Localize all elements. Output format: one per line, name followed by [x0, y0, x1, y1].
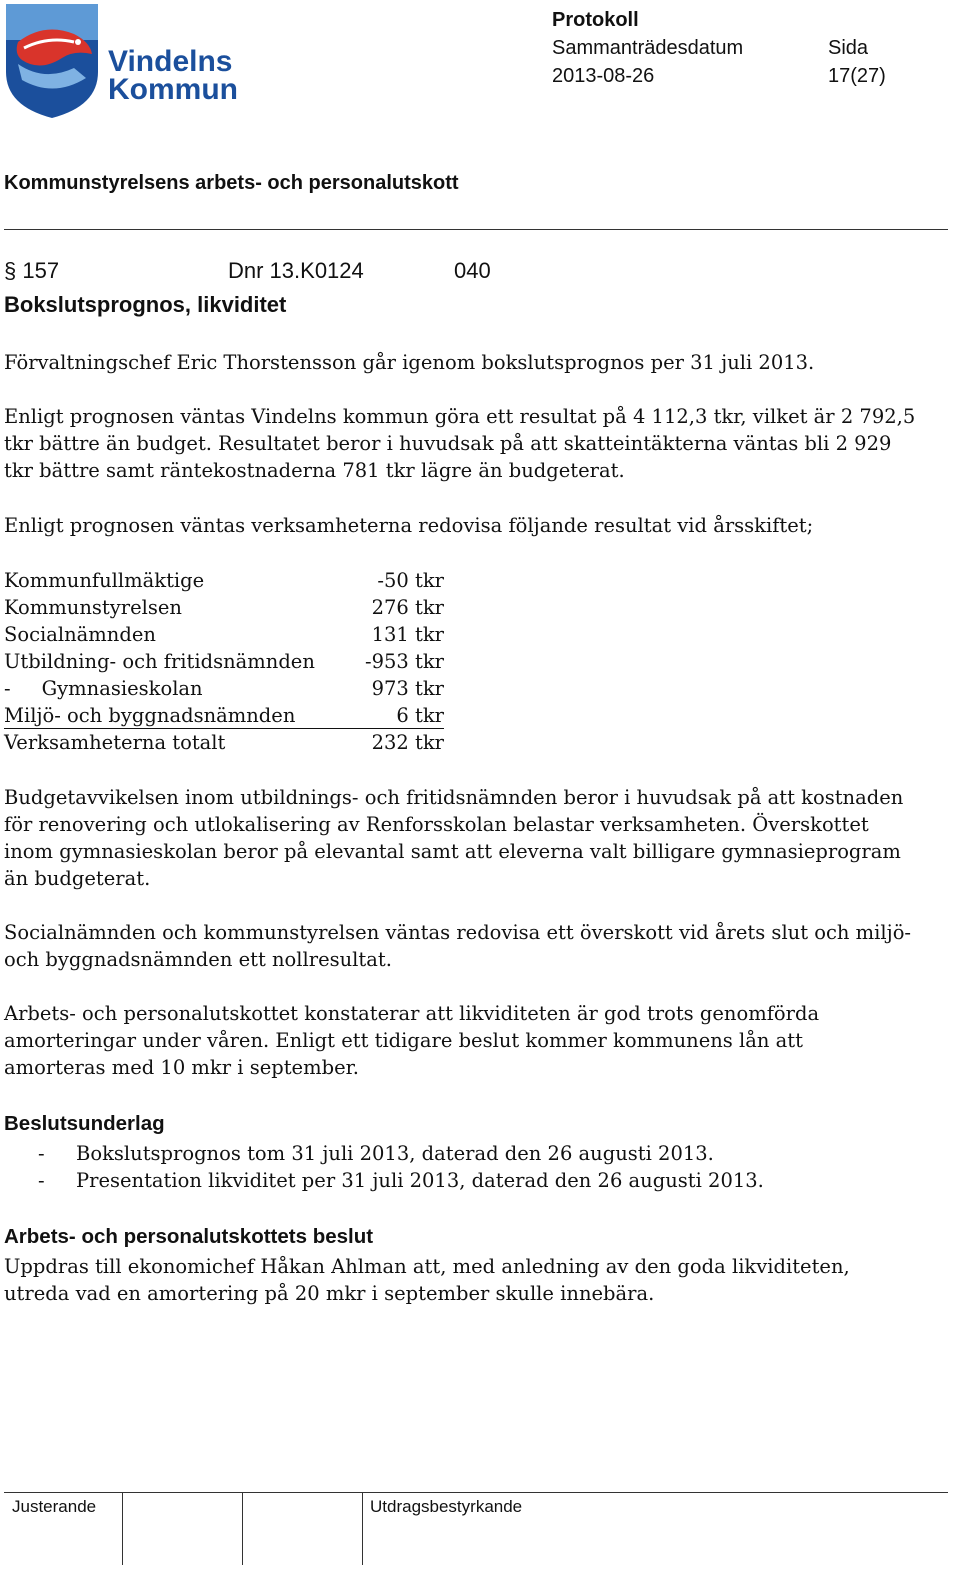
coat-of-arms-icon [4, 2, 104, 120]
body-paragraph-5: Socialnämnden och kommunstyrelsen väntas redovisa ett överskott vid årets slut och miljö- och byggnadsnämnden ett nollresultat. [4, 921, 912, 971]
footer-divider [242, 1493, 243, 1565]
body-paragraph-3: Enligt prognosen väntas verksamheterna redovisa följande resultat vid årsskiftet; [4, 514, 814, 537]
paragraph-number: § 157 [4, 258, 60, 283]
decision-heading: Arbets- och personalutskottets beslut [4, 1225, 374, 1248]
paragraph-title: Bokslutsprognos, likviditet [4, 292, 287, 317]
results-row-value: 973 tkr [371, 677, 444, 700]
body-paragraph-4: Budgetavvikelsen inom utbildnings- och fritidsnämnden beror i huvudsak på att kostnaden för renovering och utlokalisering av Renforsskolan belastar verksamheten. Överskottet inom gymnasieskolan beror på elevantal samt att eleverna valt billigare gymnasieprogram än budgeterat. [4, 786, 904, 890]
header-labels [552, 34, 886, 62]
municipality-logo [4, 2, 254, 120]
body-paragraph-1: Förvaltningschef Eric Thorstensson går igenom bokslutsprognos per 31 juli 2013. [4, 351, 815, 374]
results-row-name: Kommunfullmäktige [4, 569, 205, 592]
results-row-name: - Gymnasieskolan [4, 677, 203, 700]
results-row-name: Utbildning- och fritidsnämnden [4, 650, 315, 673]
results-row-value: 6 tkr [396, 704, 444, 727]
results-row-value: 276 tkr [371, 596, 444, 619]
logo-line1: Vindelns [108, 45, 233, 78]
results-row-value: 232 tkr [371, 730, 444, 754]
results-row [4, 702, 444, 729]
diary-number: Dnr 13.K0124 [228, 258, 364, 283]
results-total-row [4, 729, 444, 756]
page-label: Sida [828, 37, 869, 59]
document-type: Protokoll [552, 9, 639, 31]
date-label: Sammanträdesdatum [552, 37, 744, 59]
list-item-text: Bokslutsprognos tom 31 juli 2013, daterad den 26 augusti 2013. [76, 1142, 714, 1165]
header-divider [4, 229, 948, 230]
results-row-name: Socialnämnden [4, 623, 156, 646]
results-row [4, 594, 444, 621]
document-header [552, 6, 886, 90]
underlag-list [38, 1140, 764, 1194]
results-row [4, 648, 444, 675]
list-item [38, 1140, 764, 1167]
meeting-date: 2013-08-26 [552, 65, 655, 87]
logo-wordmark [108, 45, 238, 106]
paragraph-header [4, 258, 491, 284]
decision-text: Uppdras till ekonomichef Håkan Ahlman att, med anledning av den goda likviditeten, utreda vad en amortering på 20 mkr i september skulle innebära. [4, 1255, 850, 1305]
dash-bullet: - [38, 1169, 45, 1192]
body-paragraph-2: Enligt prognosen väntas Vindelns kommun göra ett resultat på 4 112,3 tkr, vilket är 2 792,5 tkr bättre än budget. Resultatet beror i huvudsak på att skatteintäkterna väntas bli 2 929 tkr bättre samt räntekostnaderna 781 tkr lägre än budgeterat. [4, 405, 916, 482]
results-row-name: Miljö- och byggnadsnämnden [4, 704, 296, 727]
archive-code: 040 [454, 258, 491, 283]
utdragsbestyrkande-label: Utdragsbestyrkande [370, 1497, 523, 1516]
results-row [4, 621, 444, 648]
results-row-value: -953 tkr [365, 650, 444, 673]
underlag-heading: Beslutsunderlag [4, 1112, 165, 1135]
results-row-value: -50 tkr [377, 569, 444, 592]
body-paragraph-6: Arbets- och personalutskottet konstaterar att likviditeten är god trots genomförda amorteringar under våren. Enligt ett tidigare beslut kommer kommunens lån att amorteras med 10 mkr i september. [4, 1002, 820, 1079]
list-item [38, 1167, 764, 1194]
committee-name: Kommunstyrelsens arbets- och personalutskott [4, 172, 459, 194]
footer-divider [122, 1493, 123, 1565]
logo-line2: Kommun [108, 73, 238, 106]
results-row-name: Kommunstyrelsen [4, 596, 182, 619]
results-row [4, 675, 444, 702]
footer-divider [362, 1493, 363, 1565]
results-row-value: 131 tkr [371, 623, 444, 646]
results-table [4, 567, 444, 756]
results-row-name: Verksamheterna totalt [4, 730, 226, 754]
list-item-text: Presentation likviditet per 31 juli 2013, daterad den 26 augusti 2013. [76, 1169, 764, 1192]
page-number: 17(27) [828, 65, 886, 87]
justerande-label: Justerande [12, 1497, 97, 1516]
dash-bullet: - [38, 1142, 45, 1165]
results-row [4, 567, 444, 594]
header-values [552, 62, 886, 90]
signature-footer [4, 1492, 948, 1565]
